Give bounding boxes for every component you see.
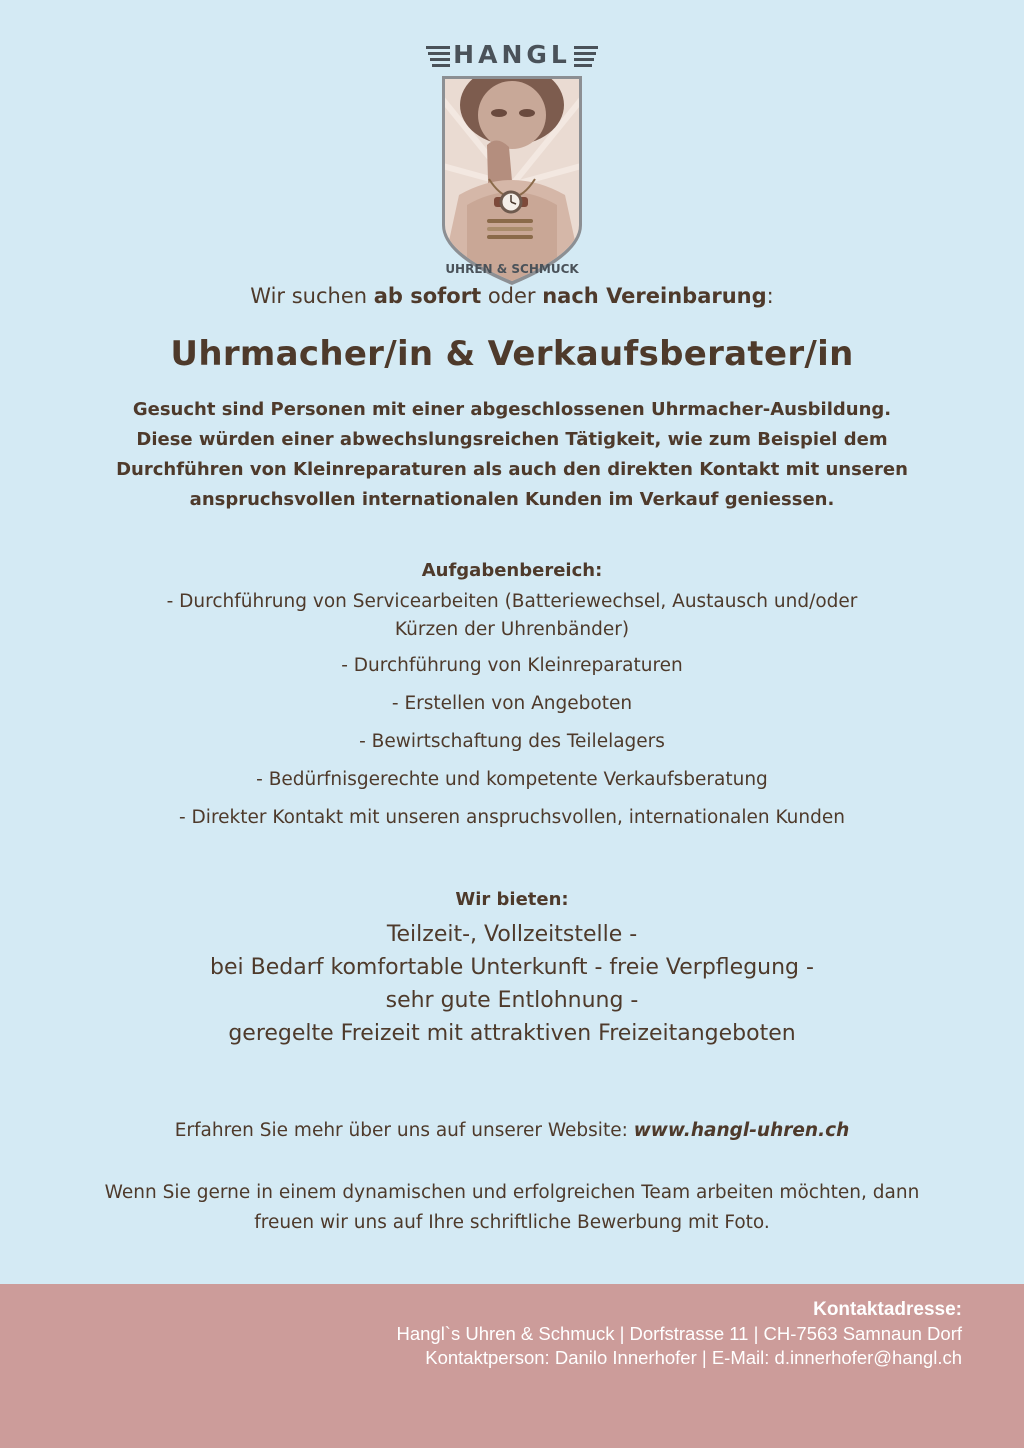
description-line: Durchführen von Kleinreparaturen als auch den direkten Kontakt mit unseren [116,459,908,480]
logo-tagline: UHREN & SCHMUCK [445,262,579,276]
job-description [100,395,924,515]
shield-portrait-icon [439,75,585,287]
offer-heading: Wir bieten: [455,889,569,910]
logo-name: HANGL [453,40,571,69]
task-item: - Durchführung von Kleinreparaturen [341,655,683,676]
hangl-logo [412,38,612,283]
website-text: Erfahren Sie mehr über uns auf unserer Website: [174,1120,634,1141]
task-item: - Direkter Kontakt mit unseren anspruchsvollen, internationalen Kunden [179,807,845,828]
task-item: - Erstellen von Angeboten [391,693,633,714]
task-item: - Bewirtschaftung des Teilelagers [359,731,665,752]
contact-heading: Kontaktadresse: [813,1299,962,1320]
offer-item: sehr gute Entlohnung - [385,988,639,1013]
task-item: - Durchführung von Servicearbeiten (Batteriewechsel, Austausch und/oder [166,591,858,612]
intro-highlight: ab sofort [373,284,482,308]
task-item: Kürzen der Uhrenbänder) [394,619,630,640]
contact-person: Kontaktperson: Danilo Innerhofer | E-Mail: d.innerhofer@hangl.ch [425,1347,962,1368]
intro-text: : [766,284,774,308]
closing-text [0,1178,1024,1238]
intro-line [0,284,1024,308]
description-line: anspruchsvollen internationalen Kunden im Verkauf geniessen. [189,489,835,510]
website-line [0,1120,1024,1141]
intro-text: Wir suchen [250,284,374,308]
task-item: - Bedürfnisgerechte und kompetente Verkaufsberatung [256,769,768,790]
intro-text: oder [481,284,543,308]
offer-item: bei Bedarf komfortable Unterkunft - freie Verpflegung - [210,955,814,980]
closing-line: Wenn Sie gerne in einem dynamischen und erfolgreichen Team arbeiten möchten, dann [104,1182,920,1203]
job-title: Uhrmacher/in & Verkaufsberater/in [170,334,854,374]
contact-footer [0,1284,1024,1448]
tasks-heading: Aufgabenbereich: [421,560,603,581]
contact-block [396,1298,962,1370]
offer-item: Teilzeit-, Vollzeitstelle - [386,922,638,947]
offer-item: geregelte Freizeit mit attraktiven Freizeitangeboten [228,1021,796,1046]
description-line: Gesucht sind Personen mit einer abgeschlossenen Uhrmacher-Ausbildung. [132,399,892,420]
website-link[interactable]: www.hangl-uhren.ch [633,1120,850,1141]
contact-address: Hangl`s Uhren & Schmuck | Dorfstrasse 11 | CH-7563 Samnaun Dorf [396,1323,962,1344]
description-line: Diese würden einer abwechslungsreichen Tätigkeit, wie zum Beispiel dem [136,429,888,450]
closing-line: freuen wir uns auf Ihre schriftliche Bewerbung mit Foto. [254,1212,770,1233]
intro-highlight: nach Vereinbarung [542,284,767,308]
